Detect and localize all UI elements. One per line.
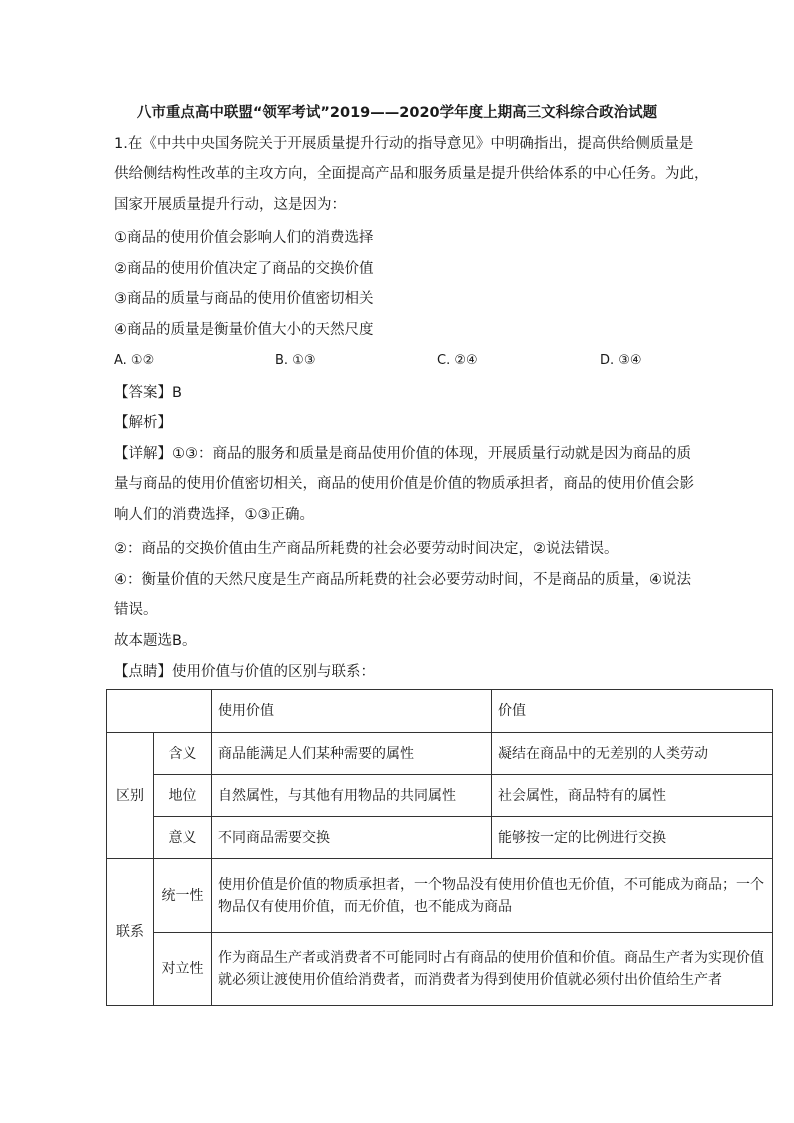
aspect-meaning: 含义 bbox=[154, 733, 212, 775]
option-c: C. ②④ bbox=[437, 353, 478, 368]
statement-1: ①商品的使用价值会影响人们的消费选择 bbox=[114, 230, 374, 246]
connection-label: 联系 bbox=[107, 859, 154, 1006]
detail-line-5: ④：衡量价值的天然尺度是生产商品所耗费的社会必要劳动时间，不是商品的质量，④说法 bbox=[114, 572, 691, 588]
document-title: 八市重点高中联盟“领军考试”2019——2020学年度上期高三文科综合政治试题 bbox=[136, 105, 658, 121]
detail-line-3: 响人们的消费选择，①③正确。 bbox=[114, 507, 314, 523]
aspect-unity: 统一性 bbox=[154, 859, 212, 933]
status-use-value: 自然属性，与其他有用物品的共同属性 bbox=[212, 775, 492, 817]
difference-label: 区别 bbox=[107, 733, 154, 859]
header-value: 价值 bbox=[492, 690, 773, 733]
opposition-line-1: 作为商品生产者或消费者不可能同时占有商品的使用价值和价值。商品生产者为实现价值 bbox=[218, 950, 764, 966]
meaning-use-value: 商品能满足人们某种需要的属性 bbox=[212, 733, 492, 775]
question-stem-line-1: 1.在《中共中央国务院关于开展质量提升行动的指导意见》中明确指出，提高供给侧质量是 bbox=[114, 136, 694, 152]
aspect-opposition: 对立性 bbox=[154, 933, 212, 1006]
statement-3: ③商品的质量与商品的使用价值密切相关 bbox=[114, 291, 374, 307]
table-row bbox=[107, 775, 773, 817]
header-empty-cell bbox=[107, 690, 212, 733]
aspect-status: 地位 bbox=[154, 775, 212, 817]
opposition-line-2: 就必须让渡使用价值给消费者，而消费者为得到使用价值就必须付出价值给生产者 bbox=[218, 972, 722, 988]
opposition-description bbox=[212, 933, 773, 1006]
option-b: B. ①③ bbox=[275, 353, 316, 368]
detail-line-7: 故本题选B。 bbox=[114, 633, 197, 649]
option-a: A. ①② bbox=[114, 353, 155, 368]
unity-line-1: 使用价值是价值的物质承担者，一个物品没有使用价值也无价值，不可能成为商品；一个 bbox=[218, 876, 764, 893]
question-stem-line-2: 供给侧结构性改革的主攻方向，全面提高产品和服务质量是提升供给体系的中心任务。为此， bbox=[114, 166, 709, 182]
table-row bbox=[107, 733, 773, 775]
answer-line: 【答案】B bbox=[114, 385, 182, 401]
table-row bbox=[107, 817, 773, 859]
unity-description bbox=[212, 859, 773, 933]
significance-use-value: 不同商品需要交换 bbox=[212, 817, 492, 859]
significance-value: 能够按一定的比例进行交换 bbox=[492, 817, 773, 859]
detail-line-4: ②：商品的交换价值由生产商品所耗费的社会必要劳动时间决定，②说法错误。 bbox=[114, 541, 619, 557]
aspect-significance: 意义 bbox=[154, 817, 212, 859]
meaning-value: 凝结在商品中的无差别的人类劳动 bbox=[492, 733, 773, 775]
status-value: 社会属性，商品特有的属性 bbox=[492, 775, 773, 817]
detail-line-6: 错误。 bbox=[114, 602, 158, 618]
statement-4: ④商品的质量是衡量价值大小的天然尺度 bbox=[114, 322, 374, 338]
detail-line-2: 量与商品的使用价值密切相关，商品的使用价值是价值的物质承担者，商品的使用价值会影 bbox=[114, 476, 694, 492]
table-row bbox=[107, 933, 773, 1006]
comparison-table bbox=[106, 689, 773, 1006]
table-header-row bbox=[107, 690, 773, 733]
question-stem-line-3: 国家开展质量提升行动，这是因为： bbox=[114, 197, 346, 213]
analysis-heading: 【解析】 bbox=[114, 415, 172, 431]
header-use-value: 使用价值 bbox=[212, 690, 492, 733]
unity-line-2: 物品仅有使用价值，而无价值，也不能成为商品 bbox=[218, 898, 512, 915]
detail-line-1: 【详解】①③：商品的服务和质量是商品使用价值的体现，开展质量行动就是因为商品的质 bbox=[114, 446, 691, 462]
tip-line: 【点睛】使用价值与价值的区别与联系： bbox=[114, 664, 375, 680]
table-row bbox=[107, 859, 773, 933]
statement-2: ②商品的使用价值决定了商品的交换价值 bbox=[114, 261, 374, 277]
option-d: D. ③④ bbox=[600, 353, 642, 368]
